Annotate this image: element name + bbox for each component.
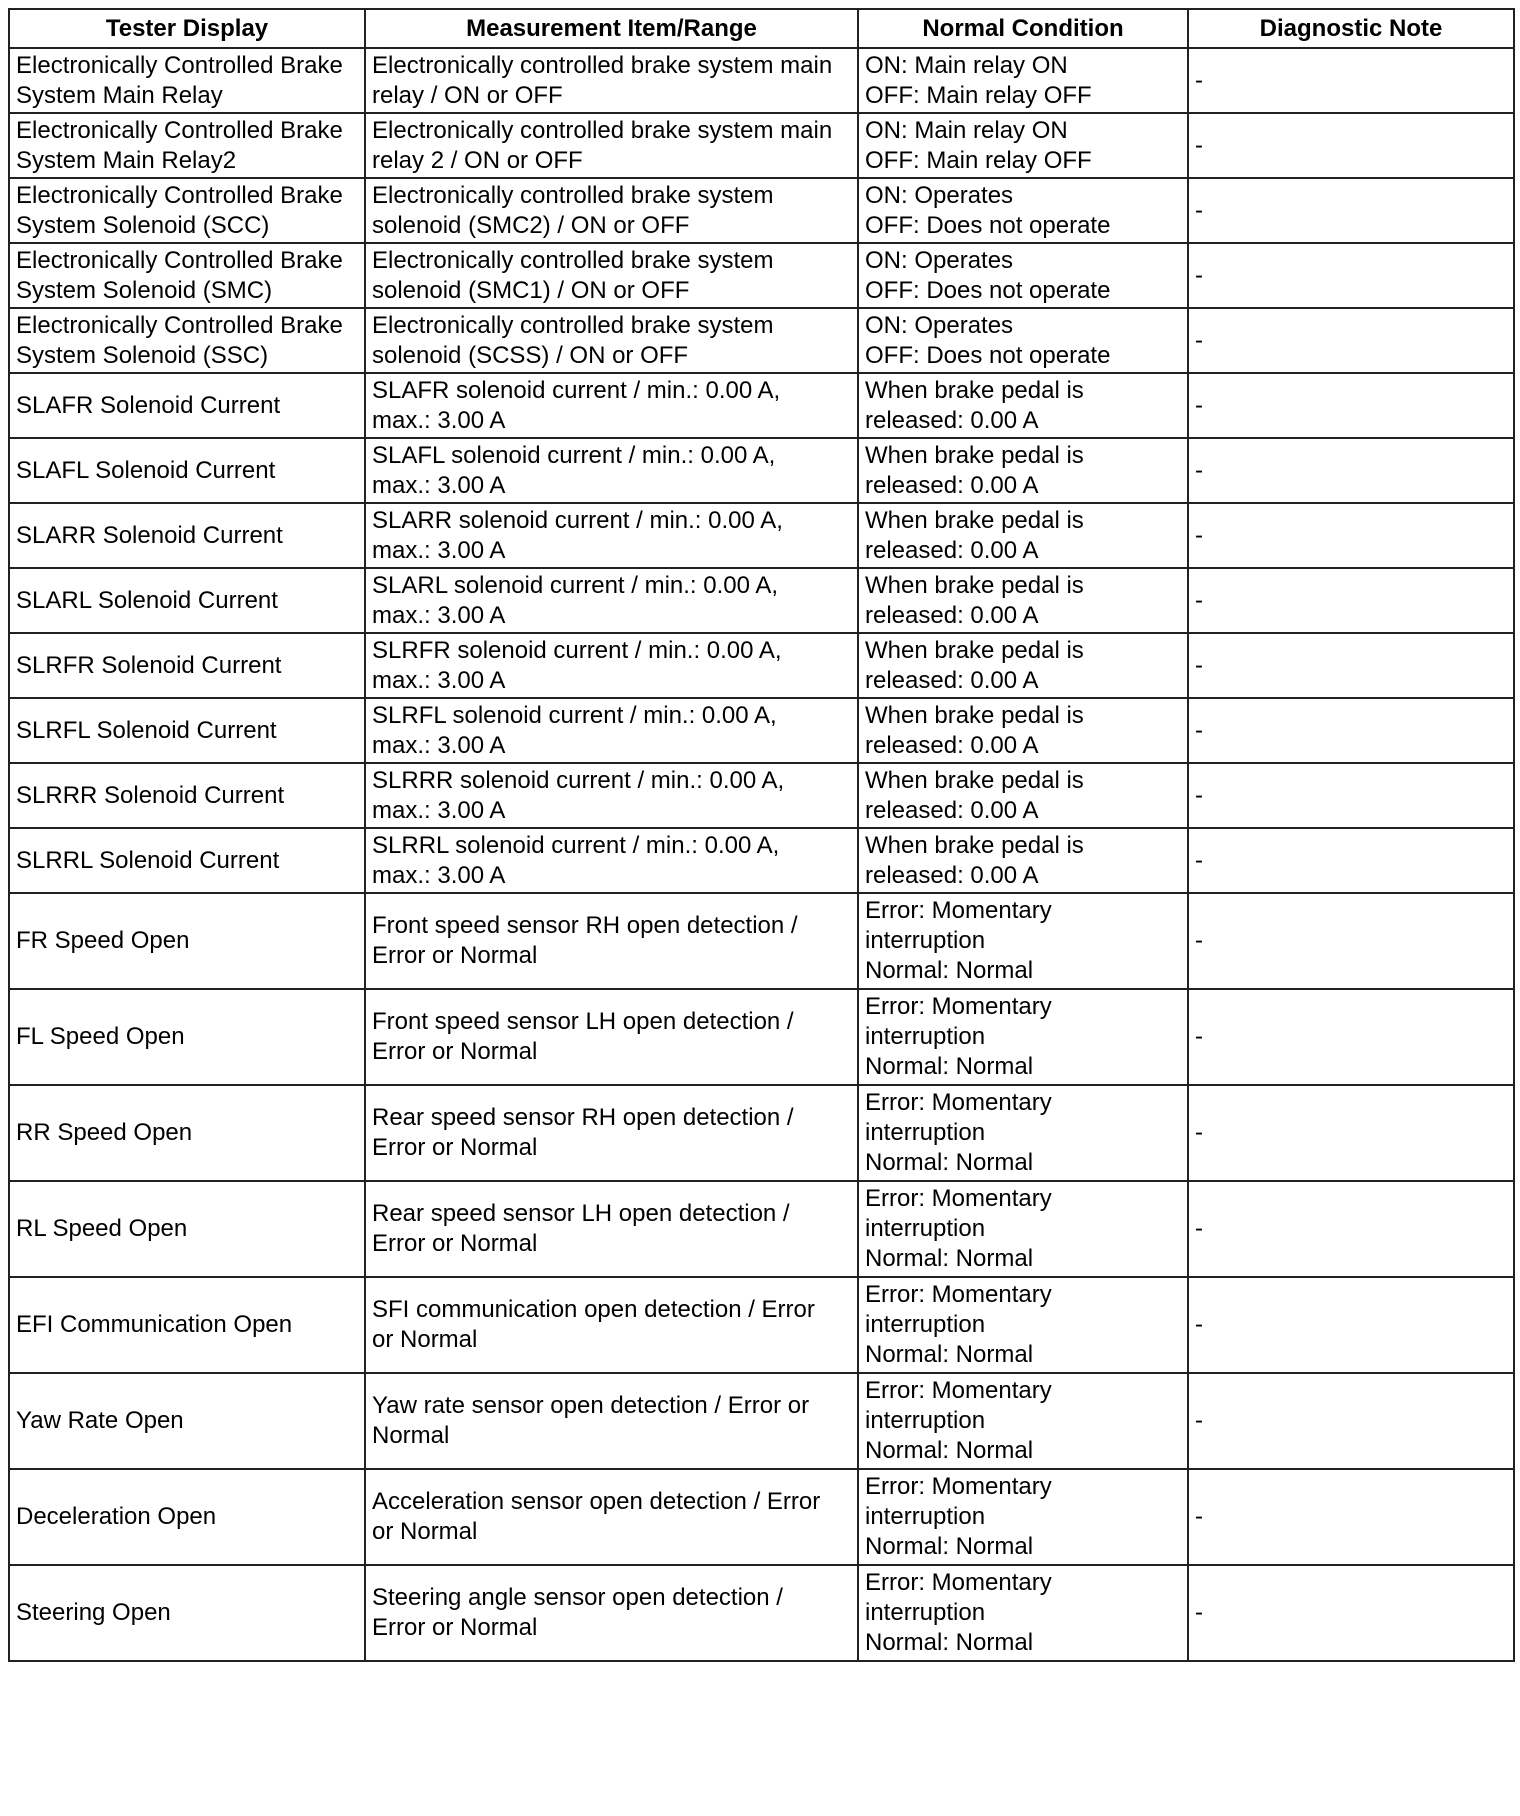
table-row — [9, 308, 1514, 373]
cell-normal-condition-line: OFF: Main relay OFF — [865, 81, 1092, 109]
cell-tester-display-line: Steering Open — [16, 1599, 171, 1626]
cell-normal-condition — [858, 989, 1188, 1085]
cell-normal-condition-line: ON: Operates — [865, 311, 1014, 339]
cell-tester-display-line: Electronically Controlled Brake — [16, 311, 343, 339]
cell-normal-condition-line: Error: Momentary — [865, 1473, 1052, 1500]
cell-measurement-item-line: Normal — [372, 1422, 450, 1449]
cell-tester-display-line: System Main Relay — [16, 81, 223, 109]
cell-measurement-item — [365, 989, 858, 1085]
cell-tester-display — [9, 1469, 365, 1565]
cell-measurement-item-line: Electronically controlled brake system — [372, 311, 774, 339]
cell-normal-condition-line: When brake pedal is — [865, 636, 1084, 664]
cell-diagnostic-note: - — [1188, 113, 1514, 178]
cell-normal-condition — [858, 1373, 1188, 1469]
cell-normal-condition-line: When brake pedal is — [865, 376, 1084, 404]
table-row — [9, 373, 1514, 438]
cell-normal-condition-line: interruption — [865, 1311, 986, 1338]
cell-normal-condition-line: Error: Momentary — [865, 1089, 1052, 1116]
table-row — [9, 828, 1514, 893]
cell-measurement-item-line: max.: 3.00 A — [372, 406, 506, 434]
cell-normal-condition-line: released: 0.00 A — [865, 731, 1039, 759]
cell-measurement-item — [365, 828, 858, 893]
cell-normal-condition-line: When brake pedal is — [865, 506, 1084, 534]
cell-tester-display-line: RL Speed Open — [16, 1215, 188, 1242]
table-row — [9, 893, 1514, 989]
cell-normal-condition-line: ON: Main relay ON — [865, 116, 1068, 144]
cell-normal-condition-line: Error: Momentary — [865, 993, 1052, 1020]
cell-tester-display-line: EFI Communication Open — [16, 1311, 293, 1338]
cell-measurement-item-line: SLRFR solenoid current / min.: 0.00 A, — [372, 636, 782, 664]
cell-diagnostic-note: - — [1188, 568, 1514, 633]
cell-measurement-item — [365, 568, 858, 633]
table-row — [9, 1181, 1514, 1277]
cell-measurement-item-line: SLARL solenoid current / min.: 0.00 A, — [372, 571, 778, 599]
cell-measurement-item-line: Rear speed sensor RH open detection / — [372, 1104, 794, 1131]
table-row — [9, 113, 1514, 178]
cell-tester-display-line: Yaw Rate Open — [16, 1407, 184, 1434]
cell-normal-condition-line: Normal: Normal — [865, 1533, 1034, 1560]
cell-measurement-item — [365, 1565, 858, 1661]
cell-tester-display-line: System Solenoid (SSC) — [16, 341, 269, 369]
cell-measurement-item-line: max.: 3.00 A — [372, 731, 506, 759]
cell-measurement-item — [365, 308, 858, 373]
cell-normal-condition-line: released: 0.00 A — [865, 796, 1039, 824]
cell-measurement-item-line: relay 2 / ON or OFF — [372, 146, 583, 174]
cell-tester-display-line: System Main Relay2 — [16, 146, 237, 174]
cell-diagnostic-note: - — [1188, 763, 1514, 828]
cell-measurement-item — [365, 373, 858, 438]
cell-tester-display-line: SLARL Solenoid Current — [16, 586, 278, 614]
table-row — [9, 1469, 1514, 1565]
cell-tester-display-line: SLAFR Solenoid Current — [16, 391, 281, 419]
cell-normal-condition — [858, 763, 1188, 828]
cell-measurement-item — [365, 503, 858, 568]
cell-normal-condition-line: When brake pedal is — [865, 701, 1084, 729]
cell-normal-condition-line: released: 0.00 A — [865, 666, 1039, 694]
cell-tester-display — [9, 763, 365, 828]
cell-measurement-item-line: Front speed sensor LH open detection / — [372, 1008, 794, 1035]
table-row — [9, 763, 1514, 828]
cell-diagnostic-note: - — [1188, 503, 1514, 568]
cell-tester-display — [9, 243, 365, 308]
cell-tester-display — [9, 373, 365, 438]
cell-normal-condition — [858, 568, 1188, 633]
header-tester-display: Tester Display — [9, 9, 365, 48]
cell-normal-condition-line: When brake pedal is — [865, 766, 1084, 794]
cell-tester-display — [9, 568, 365, 633]
cell-measurement-item — [365, 178, 858, 243]
cell-diagnostic-note: - — [1188, 1085, 1514, 1181]
cell-diagnostic-note: - — [1188, 308, 1514, 373]
cell-measurement-item-line: or Normal — [372, 1518, 478, 1545]
cell-measurement-item — [365, 1181, 858, 1277]
cell-diagnostic-note: - — [1188, 1277, 1514, 1373]
cell-measurement-item-line: max.: 3.00 A — [372, 601, 506, 629]
cell-tester-display — [9, 503, 365, 568]
cell-normal-condition — [858, 178, 1188, 243]
cell-diagnostic-note: - — [1188, 438, 1514, 503]
cell-tester-display-line: System Solenoid (SCC) — [16, 211, 270, 239]
table-row — [9, 48, 1514, 113]
cell-diagnostic-note: - — [1188, 698, 1514, 763]
cell-tester-display-line: FR Speed Open — [16, 927, 190, 954]
cell-measurement-item-line: Error or Normal — [372, 1038, 538, 1065]
cell-measurement-item — [365, 243, 858, 308]
cell-measurement-item — [365, 893, 858, 989]
cell-normal-condition — [858, 698, 1188, 763]
cell-normal-condition-line: Error: Momentary — [865, 1281, 1052, 1308]
cell-measurement-item — [365, 113, 858, 178]
cell-measurement-item-line: SLARR solenoid current / min.: 0.00 A, — [372, 506, 783, 534]
cell-normal-condition-line: ON: Operates — [865, 246, 1014, 274]
cell-normal-condition-line: Normal: Normal — [865, 1149, 1034, 1176]
cell-measurement-item-line: SLRRL solenoid current / min.: 0.00 A, — [372, 831, 780, 859]
cell-normal-condition-line: OFF: Does not operate — [865, 341, 1111, 369]
cell-normal-condition — [858, 438, 1188, 503]
table-header-row — [9, 9, 1514, 48]
cell-normal-condition-line: ON: Main relay ON — [865, 51, 1068, 79]
cell-measurement-item-line: solenoid (SMC1) / ON or OFF — [372, 276, 690, 304]
cell-normal-condition-line: Normal: Normal — [865, 957, 1034, 984]
cell-tester-display-line: SLARR Solenoid Current — [16, 521, 283, 549]
cell-diagnostic-note: - — [1188, 48, 1514, 113]
cell-tester-display — [9, 438, 365, 503]
cell-diagnostic-note: - — [1188, 1373, 1514, 1469]
cell-diagnostic-note: - — [1188, 373, 1514, 438]
cell-normal-condition — [858, 503, 1188, 568]
cell-tester-display — [9, 1085, 365, 1181]
cell-diagnostic-note: - — [1188, 828, 1514, 893]
header-diagnostic-note: Diagnostic Note — [1188, 9, 1514, 48]
cell-normal-condition — [858, 1085, 1188, 1181]
cell-diagnostic-note: - — [1188, 893, 1514, 989]
data-list-table — [8, 8, 1515, 1662]
cell-normal-condition-line: Error: Momentary — [865, 897, 1052, 924]
cell-normal-condition-line: interruption — [865, 1023, 986, 1050]
cell-measurement-item — [365, 1469, 858, 1565]
cell-normal-condition — [858, 1277, 1188, 1373]
cell-normal-condition-line: Error: Momentary — [865, 1569, 1052, 1596]
table-row — [9, 243, 1514, 308]
cell-normal-condition-line: When brake pedal is — [865, 831, 1084, 859]
cell-normal-condition-line: ON: Operates — [865, 181, 1014, 209]
cell-measurement-item-line: Electronically controlled brake system — [372, 246, 774, 274]
cell-measurement-item-line: SLRFL solenoid current / min.: 0.00 A, — [372, 701, 777, 729]
cell-measurement-item — [365, 633, 858, 698]
cell-tester-display-line: System Solenoid (SMC) — [16, 276, 273, 304]
cell-normal-condition — [858, 1469, 1188, 1565]
cell-measurement-item — [365, 1085, 858, 1181]
cell-tester-display — [9, 893, 365, 989]
cell-normal-condition — [858, 308, 1188, 373]
cell-normal-condition — [858, 893, 1188, 989]
table-row — [9, 698, 1514, 763]
cell-normal-condition-line: Normal: Normal — [865, 1629, 1034, 1656]
cell-tester-display — [9, 698, 365, 763]
cell-tester-display-line: SLRFL Solenoid Current — [16, 716, 277, 744]
cell-measurement-item-line: Electronically controlled brake system — [372, 181, 774, 209]
cell-diagnostic-note: - — [1188, 1181, 1514, 1277]
cell-normal-condition — [858, 633, 1188, 698]
document-page — [8, 8, 1513, 1662]
cell-diagnostic-note: - — [1188, 1565, 1514, 1661]
cell-tester-display-line: SLRFR Solenoid Current — [16, 651, 282, 679]
table-row — [9, 438, 1514, 503]
cell-tester-display-line: SLAFL Solenoid Current — [16, 456, 276, 484]
cell-measurement-item-line: solenoid (SMC2) / ON or OFF — [372, 211, 690, 239]
table-row — [9, 633, 1514, 698]
cell-normal-condition — [858, 48, 1188, 113]
table-row — [9, 568, 1514, 633]
cell-tester-display-line: FL Speed Open — [16, 1023, 185, 1050]
cell-measurement-item — [365, 763, 858, 828]
cell-normal-condition — [858, 243, 1188, 308]
cell-measurement-item-line: SLRRR solenoid current / min.: 0.00 A, — [372, 766, 785, 794]
cell-measurement-item-line: Error or Normal — [372, 1230, 538, 1257]
table-row — [9, 1565, 1514, 1661]
cell-normal-condition-line: released: 0.00 A — [865, 406, 1039, 434]
cell-diagnostic-note: - — [1188, 178, 1514, 243]
cell-measurement-item-line: Error or Normal — [372, 1614, 538, 1641]
table-row — [9, 989, 1514, 1085]
cell-tester-display — [9, 989, 365, 1085]
cell-tester-display-line: SLRRL Solenoid Current — [16, 846, 280, 874]
cell-normal-condition-line: OFF: Main relay OFF — [865, 146, 1092, 174]
cell-tester-display — [9, 1373, 365, 1469]
cell-diagnostic-note: - — [1188, 633, 1514, 698]
cell-normal-condition-line: released: 0.00 A — [865, 601, 1039, 629]
cell-tester-display — [9, 1277, 365, 1373]
cell-normal-condition-line: Normal: Normal — [865, 1437, 1034, 1464]
cell-measurement-item-line: max.: 3.00 A — [372, 861, 506, 889]
cell-tester-display — [9, 633, 365, 698]
cell-tester-display — [9, 1181, 365, 1277]
cell-measurement-item-line: Error or Normal — [372, 1134, 538, 1161]
cell-normal-condition-line: interruption — [865, 1119, 986, 1146]
cell-measurement-item-line: Front speed sensor RH open detection / — [372, 912, 798, 939]
cell-measurement-item-line: Yaw rate sensor open detection / Error or — [372, 1392, 810, 1419]
cell-tester-display-line: SLRRR Solenoid Current — [16, 781, 285, 809]
cell-normal-condition-line: When brake pedal is — [865, 441, 1084, 469]
cell-measurement-item-line: or Normal — [372, 1326, 478, 1353]
cell-tester-display-line: Electronically Controlled Brake — [16, 116, 343, 144]
cell-normal-condition-line: Normal: Normal — [865, 1341, 1034, 1368]
cell-tester-display-line: Deceleration Open — [16, 1503, 217, 1530]
cell-tester-display — [9, 308, 365, 373]
cell-tester-display-line: Electronically Controlled Brake — [16, 246, 343, 274]
cell-diagnostic-note: - — [1188, 989, 1514, 1085]
cell-normal-condition — [858, 113, 1188, 178]
cell-normal-condition-line: OFF: Does not operate — [865, 211, 1111, 239]
cell-normal-condition-line: interruption — [865, 927, 986, 954]
cell-measurement-item-line: SLAFL solenoid current / min.: 0.00 A, — [372, 441, 776, 469]
cell-normal-condition-line: Normal: Normal — [865, 1053, 1034, 1080]
cell-normal-condition-line: Error: Momentary — [865, 1377, 1052, 1404]
table-body — [9, 48, 1514, 1661]
cell-normal-condition-line: Normal: Normal — [865, 1245, 1034, 1272]
cell-tester-display-line: Electronically Controlled Brake — [16, 51, 343, 79]
cell-normal-condition-line: interruption — [865, 1215, 986, 1242]
cell-normal-condition-line: OFF: Does not operate — [865, 276, 1111, 304]
cell-normal-condition-line: interruption — [865, 1599, 986, 1626]
cell-normal-condition-line: released: 0.00 A — [865, 861, 1039, 889]
cell-tester-display — [9, 113, 365, 178]
cell-measurement-item — [365, 48, 858, 113]
cell-measurement-item-line: max.: 3.00 A — [372, 471, 506, 499]
cell-normal-condition — [858, 828, 1188, 893]
cell-measurement-item-line: max.: 3.00 A — [372, 796, 506, 824]
cell-normal-condition-line: released: 0.00 A — [865, 536, 1039, 564]
cell-measurement-item-line: solenoid (SCSS) / ON or OFF — [372, 341, 689, 369]
cell-diagnostic-note: - — [1188, 1469, 1514, 1565]
cell-normal-condition-line: interruption — [865, 1407, 986, 1434]
cell-measurement-item-line: SFI communication open detection / Error — [372, 1296, 815, 1323]
cell-tester-display — [9, 828, 365, 893]
cell-normal-condition-line: interruption — [865, 1503, 986, 1530]
cell-measurement-item-line: max.: 3.00 A — [372, 536, 506, 564]
cell-measurement-item-line: Acceleration sensor open detection / Error — [372, 1488, 821, 1515]
cell-measurement-item-line: Steering angle sensor open detection / — [372, 1584, 783, 1611]
cell-measurement-item — [365, 1277, 858, 1373]
cell-diagnostic-note: - — [1188, 243, 1514, 308]
table-row — [9, 1373, 1514, 1469]
cell-measurement-item-line: relay / ON or OFF — [372, 81, 563, 109]
header-measurement-item: Measurement Item/Range — [365, 9, 858, 48]
cell-measurement-item — [365, 438, 858, 503]
cell-normal-condition — [858, 1181, 1188, 1277]
cell-normal-condition — [858, 373, 1188, 438]
cell-measurement-item — [365, 1373, 858, 1469]
cell-measurement-item-line: Electronically controlled brake system main — [372, 116, 833, 144]
cell-measurement-item — [365, 698, 858, 763]
cell-tester-display — [9, 1565, 365, 1661]
cell-normal-condition-line: released: 0.00 A — [865, 471, 1039, 499]
table-row — [9, 503, 1514, 568]
cell-normal-condition-line: When brake pedal is — [865, 571, 1084, 599]
cell-tester-display — [9, 178, 365, 243]
cell-measurement-item-line: Electronically controlled brake system main — [372, 51, 833, 79]
cell-tester-display — [9, 48, 365, 113]
header-normal-condition: Normal Condition — [858, 9, 1188, 48]
cell-normal-condition — [858, 1565, 1188, 1661]
cell-tester-display-line: Electronically Controlled Brake — [16, 181, 343, 209]
cell-measurement-item-line: Error or Normal — [372, 942, 538, 969]
cell-tester-display-line: RR Speed Open — [16, 1119, 193, 1146]
cell-normal-condition-line: Error: Momentary — [865, 1185, 1052, 1212]
cell-measurement-item-line: Rear speed sensor LH open detection / — [372, 1200, 790, 1227]
table-row — [9, 1085, 1514, 1181]
cell-measurement-item-line: max.: 3.00 A — [372, 666, 506, 694]
cell-measurement-item-line: SLAFR solenoid current / min.: 0.00 A, — [372, 376, 781, 404]
table-row — [9, 1277, 1514, 1373]
table-row — [9, 178, 1514, 243]
